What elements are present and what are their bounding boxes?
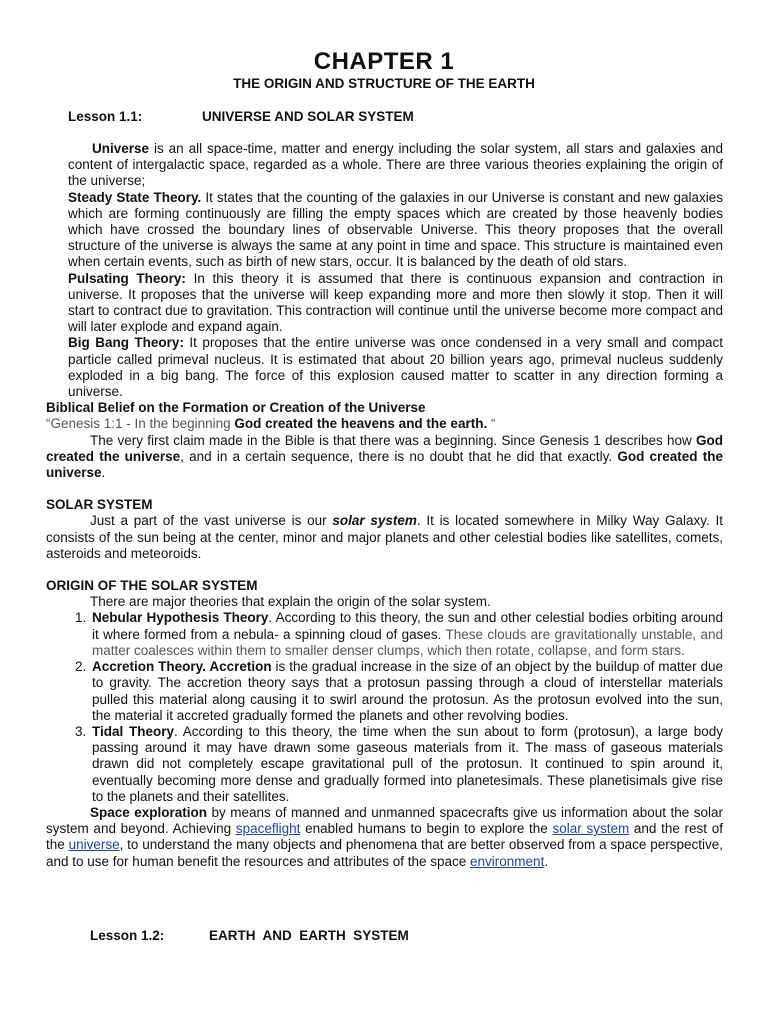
solar-system-paragraph: Just a part of the vast universe is our solar system. It is located somewhere in Milky Way Galaxy. It consists of the sun being at the center, minor and major planets and other celestial bodies like satellites, comets, asteroids and meteoroids. bbox=[46, 513, 724, 561]
biblical-paragraph: The very first claim made in the Bible is that there was a beginning. Since Genesis 1 describes how God created the universe, and in a certain sequence, there is no doubt that he did that exactly. God created the universe. bbox=[46, 432, 723, 481]
origin-theories-list bbox=[46, 610, 723, 804]
pulsating-paragraph: Pulsating Theory: In this theory it is assumed that there is continuous expansion and contraction in universe. It proposes that the universe will keep expanding more and more then slowly it stop. Then it will start to contract due to gravitation. This contraction will continue until the universe become more compact and will later explode and expand again. bbox=[68, 270, 724, 335]
spaceflight-link[interactable]: spaceflight bbox=[235, 821, 301, 837]
biblical-heading: Biblical Belief on the Formation or Creation of the Universe bbox=[46, 400, 426, 416]
lesson-title: UNIVERSE AND SOLAR SYSTEM bbox=[202, 109, 414, 124]
origin-heading: ORIGIN OF THE SOLAR SYSTEM bbox=[46, 578, 258, 594]
list-item: 3. Tidal Theory. According to this theory, the time when the sun about to form (protosun), a large body passing around it may have drawn some gaseous materials from it. The mass of gaseous materials drawn did not completely escape gravitational pull of the protosun. It continued to spin around it, eventually becoming more dense and gradually formed into planetesimals. These planetisimals give rise to the planets and their satellites. bbox=[90, 724, 723, 805]
chapter-subtitle: THE ORIGIN AND STRUCTURE OF THE EARTH bbox=[233, 76, 535, 91]
steady-state-paragraph: Steady State Theory. It states that the counting of the galaxies in our Universe is constant and new galaxies which are forming continuously are filling the empty spaces which are created by those heavenly bodies which have crossed the boundary lines of observable Universe. This theory proposes that the overall structure of the universe is always the same at any point in time and space. This structure is maintained even when certain events, such as birth of new stars, occur. It is balanced by the death of old stars. bbox=[68, 189, 723, 270]
lesson-title: EARTH AND EARTH SYSTEM bbox=[209, 928, 409, 943]
lesson-number: Lesson 1.2: bbox=[90, 928, 165, 943]
universe-term: Universe bbox=[92, 141, 150, 156]
content-body bbox=[46, 141, 723, 870]
accretion-term: Accretion Theory. Accretion bbox=[92, 659, 272, 675]
tidal-term: Tidal Theory bbox=[92, 723, 175, 739]
spacer bbox=[46, 481, 723, 497]
environment-link[interactable]: environment bbox=[470, 853, 545, 869]
chapter-title: CHAPTER 1 bbox=[313, 48, 455, 75]
universe-paragraph: Universe is an all space-time, matter and energy including the solar system, all stars and galaxies and content of intergalactic space, regarded as a whole. There are three various theories explaining the origin of the universe; bbox=[68, 141, 723, 189]
big-bang-paragraph: Big Bang Theory: It proposes that the entire universe was once condensed in a very small and compact particle called primeval nucleus. It is estimated that about 20 billion years ago, primeval nucleus suddenly exploded in a big bang. The force of this explosion caused matter to scatter in any direction forming a universe. bbox=[68, 335, 723, 400]
origin-intro: There are major theories that explain the origin of the solar system. bbox=[90, 594, 491, 610]
space-exploration-paragraph: Space exploration by means of manned and unmanned spacecrafts give us information about the solar system and beyond. Achieving spaceflight enabled humans to begin to explore the solar system and the rest of the universe, to understand the many objects and phenomena that are better observed from a space perspective, and to use for human benefit the resources and attributes of the space environment. bbox=[46, 804, 723, 869]
lesson-1-2-heading bbox=[90, 928, 409, 944]
lesson-number: Lesson 1.1: bbox=[68, 109, 143, 124]
universe-link[interactable]: universe bbox=[68, 837, 120, 853]
pulsating-term: Pulsating Theory: bbox=[68, 270, 186, 286]
list-item: 1. Nebular Hypothesis Theory. According to this theory, the sun and other celestial bodies orbiting around it where formed from a nebula- a spinning cloud of gases. These clouds are gravitationally unstable, and matter coalesces within them to smaller denser clumps, which then rotate, collapse, and form stars. bbox=[90, 610, 723, 659]
steady-state-term: Steady State Theory. bbox=[68, 189, 202, 205]
genesis-quote: “Genesis 1:1 - In the beginning God created the heavens and the earth. “ bbox=[46, 416, 496, 432]
nebular-term: Nebular Hypothesis Theory bbox=[92, 610, 269, 626]
list-item: 2. Accretion Theory. Accretion is the gradual increase in the size of an object by the buildup of matter due to gravity. The accretion theory says that a protosun passing through a cloud of interstellar materials pulled this material along causing it to swirl around the protosun. As the protosun evolved into the sun, the material it accreted gradually formed the planets and other revolving bodies. bbox=[90, 659, 723, 724]
spacer bbox=[46, 562, 723, 578]
solar-system-heading: SOLAR SYSTEM bbox=[46, 497, 153, 513]
big-bang-term: Big Bang Theory: bbox=[68, 335, 184, 351]
solar-system-link[interactable]: solar system bbox=[552, 821, 630, 837]
lesson-1-1-heading bbox=[68, 109, 414, 125]
